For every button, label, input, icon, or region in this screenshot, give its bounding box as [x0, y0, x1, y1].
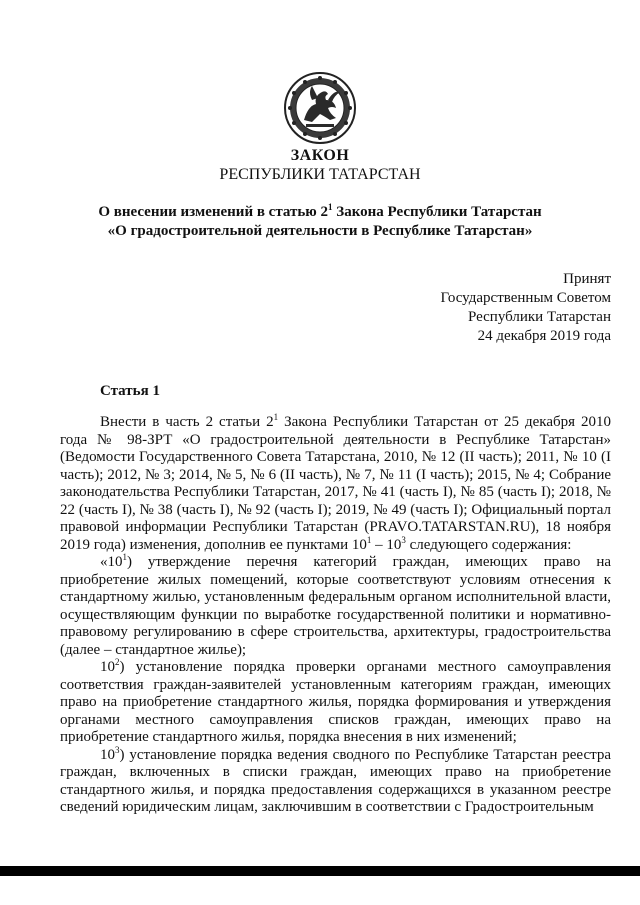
- law-title-line2: «О градостроительной деятельности в Республике Татарстан»: [107, 223, 533, 239]
- adoption-line3: Республики Татарстан: [467, 309, 611, 325]
- adoption-date: 24 декабря 2019 года: [477, 328, 611, 344]
- paragraph-intro: Внести в часть 2 статьи $2^1$ Закона Республики Татарстан от 25 декабря 2010 года № 98-ЗРТ «О градостроительной деятельности в Республике Татарстан» (Ведомости Государственного Совета Татарстана, 2010, № 12 (II часть); 2011, № 10 (I часть); 2012, № 3; 2014, № 5, № 6 (II часть), № 7, № 11 (I часть); 2015, № 4; Собрание законодательства Республики Татарстан, 2017, № 41 (часть I), № 85 (часть I); 2018, № 22 (часть I), № 38 (часть I), № 92 (часть I); 2019, № 49 (часть I); Официальный портал правовой информации Республики Татарстан (PRAVO.TATARSTAN.RU), 18 ноября 2019 года) изменения, дополнив ее пунктами $10^1 - 10^3$ следующего содержания:: [60, 412, 611, 553]
- law-title-line1: О внесении изменений в статью $2^1$ Закона Республики Татарстан: [98, 202, 542, 220]
- paragraph-item-10-3: $10^3$) установление порядка ведения сводного по Республике Татарстан реестра граждан, включенных в списки граждан, имеющих право на приобретение стандартного жилья, и порядка предоставления содержащихся в указанном реестре сведений юридическим лицам, заключившим в соответствии с Градостроительным: [60, 744, 611, 815]
- adoption-block: [311, 270, 611, 346]
- adoption-line1: Принят: [563, 271, 611, 287]
- tatarstan-coat-of-arms-icon: [282, 70, 358, 146]
- law-header: [0, 146, 640, 184]
- scan-edge-bar: [0, 866, 640, 876]
- adoption-line2: Государственным Советом: [440, 290, 611, 306]
- law-word: ЗАКОН: [290, 147, 350, 164]
- republic-name: РЕСПУБЛИКИ ТАТАРСТАН: [219, 166, 421, 183]
- law-title: [70, 203, 570, 241]
- paragraph-item-10-2: $10^2$) установление порядка проверки органами местного самоуправления соответствия граждан-заявителей установленным категориям граждан, имеющих право на приобретение стандартного жилья, порядка формирования и утверждения органами местного самоуправления списков граждан, имеющих право на приобретение стандартного жилья, порядка внесения в них изменений;: [60, 657, 611, 745]
- paragraph-item-10-1: «$10^1$) утверждение перечня категорий граждан, имеющих право на приобретение жилых помещений, которые соответствуют условиям отнесения к стандартному жилью, установленным федеральным органом исполнительной власти, осуществляющим функции по выработке государственной политики и нормативно-правовому регулированию в сфере строительства, архитектуры, градостроительства (далее – стандартное жилье);: [60, 552, 611, 658]
- article-heading: Статья 1: [100, 383, 160, 399]
- article-body: [60, 414, 611, 817]
